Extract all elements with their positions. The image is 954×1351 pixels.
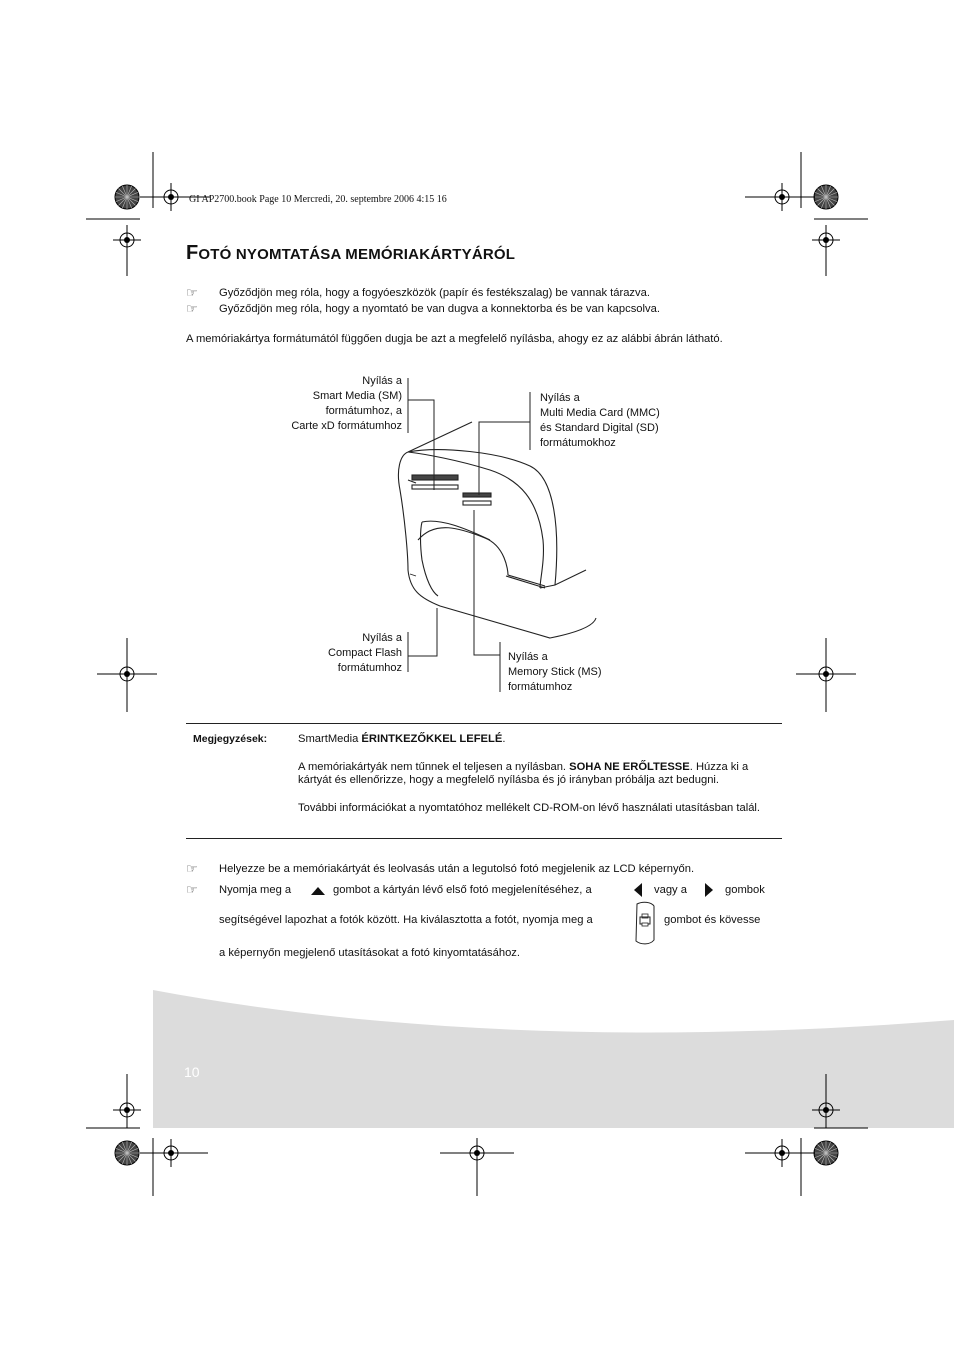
bullet-navigate-line3: a képernyőn megjelenő utasításokat a fotó kinyomtatásához.: [219, 947, 521, 959]
notes-bottom-rule: [186, 838, 782, 839]
bullet-consumables: Győződjön meg róla, hogy a fogyóeszközök (papír és festékszalag) be vannak tárazva.: [219, 287, 650, 299]
note-more-info: További információkat a nyomtatóhoz mellékelt CD-ROM-on lévő használati utasításban talál.: [298, 802, 761, 814]
title-rest: OTÓ NYOMTATÁSA MEMÓRIAKÁRTYÁRÓL: [198, 246, 516, 263]
up-arrow-icon: [310, 886, 326, 896]
notes-top-rule: [186, 723, 782, 724]
label-ms-slot: Nyílás a Memory Stick (MS) formátumhoz: [508, 651, 602, 693]
notes-label: Megjegyzések:: [193, 733, 268, 745]
page-title: [186, 242, 515, 265]
bullet-navigate-part3: vagy a: [654, 884, 687, 896]
pointing-hand-icon: ☞: [186, 301, 198, 316]
bullet-navigate-part1: Nyomja meg a: [219, 884, 292, 896]
intro-paragraph: A memóriakártya formátumától függően dugja be azt a megfelelő nyílásba, ahogy ez az alábbi ábrán látható.: [186, 333, 723, 345]
bullet-navigate-part4: gombok: [725, 884, 765, 896]
bullet-insert-card: Helyezze be a memóriakártyát és leolvasás után a legutolsó fotó megjelenik az LCD képernyőn.: [219, 863, 695, 875]
page-number: 10: [184, 1064, 200, 1080]
bullet-navigate-part2: gombot a kártyán lévő első fotó megjelenítéséhez, a: [333, 884, 592, 896]
print-header-meta: GI AP2700.book Page 10 Mercredi, 20. septembre 2006 4:15 16: [189, 194, 447, 205]
bullet-navigate-line2b: gombot és kövesse: [664, 914, 761, 926]
note-do-not-force: A memóriakártyák nem tűnnek el teljesen a nyílásban. SOHA NE ERŐLTESSE. Húzza ki a kártyát és ellenőrizze, hogy a megfelelő nyílásba és jó irányban próbálja azt bedugni.: [298, 761, 749, 786]
title-initial: F: [186, 242, 199, 264]
bullet-navigate-line2a: segítségével lapozhat a fotók között. Ha kiválasztotta a fotót, nyomja meg a: [219, 914, 593, 926]
pointing-hand-icon: ☞: [186, 285, 198, 300]
right-arrow-icon: [704, 882, 714, 898]
print-button-icon: [633, 900, 657, 946]
label-cf-slot: Nyílás a Compact Flash formátumhoz: [328, 632, 402, 674]
label-sm-slot: Nyílás a Smart Media (SM) formátumhoz, a Carte xD formátumhoz: [291, 375, 402, 432]
label-mmc-slot: Nyílás a Multi Media Card (MMC) és Standard Digital (SD) formátumokhoz: [540, 392, 660, 449]
pointing-hand-icon: ☞: [186, 861, 198, 876]
note-smartmedia: SmartMedia ÉRINTKEZŐKKEL LEFELÉ.: [298, 733, 506, 745]
pointing-hand-icon: ☞: [186, 882, 198, 897]
bullet-power: Győződjön meg róla, hogy a nyomtató be van dugva a konnektorba és be van kapcsolva.: [219, 303, 660, 315]
left-arrow-icon: [633, 882, 643, 898]
